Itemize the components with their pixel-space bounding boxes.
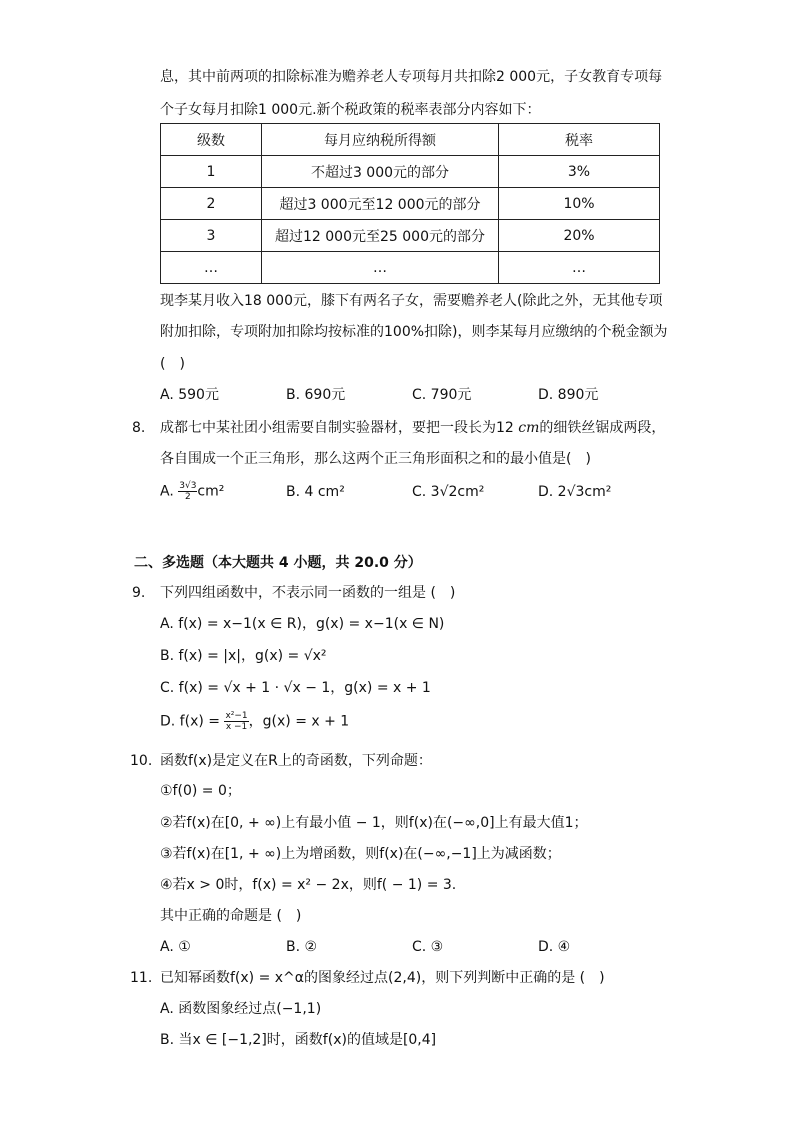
q9-option-a[interactable]: A. f(x) = x−1(x ∈ R)，g(x) = x−1(x ∈ N) [160,616,445,632]
q9-option-d[interactable] [160,711,349,732]
header-income: 每月应纳税所得额 [262,124,499,156]
q10-number: 10. [130,753,153,769]
table-cell: … [262,252,499,284]
q8-option-a-unit: cm² [197,483,225,500]
q10-question: 其中正确的命题是 ( ) [160,908,302,924]
table-cell: 超过3 000元至12 000元的部分 [262,188,499,220]
table-cell: 20% [499,220,660,252]
table-cell: … [161,252,262,284]
table-cell: 2 [161,188,262,220]
q8-option-a-numerator: 3√3 [179,481,197,491]
q8-option-b[interactable]: B. 4 cm² [286,484,345,500]
q9-option-d-rest: ，g(x) = x + 1 [248,713,350,730]
q8-text-2: 各自围成一个正三角形，那么这两个正三角形面积之和的最小值是( ) [160,451,591,467]
q10-option-a[interactable]: A. ① [160,939,191,955]
q11-option-b[interactable]: B. 当x ∈ [−1,2]时，函数f(x)的值域是[0,4] [160,1032,437,1048]
table-cell: … [499,252,660,284]
q7-text-1: 现李某月收入18 000元，膝下有两名子女，需要赡养老人(除此之外，无其他专项 [160,293,663,309]
table-row [161,220,660,252]
q10-option-b[interactable]: B. ② [286,939,318,955]
q11-text: 已知幂函数f(x) = x^α的图象经过点(2,4)，则下列判断中正确的是 ( ) [160,970,605,986]
table-cell: 10% [499,188,660,220]
q10-statement-1: ①f(0) = 0； [160,783,241,799]
q8-option-a-denominator: 2 [184,492,191,502]
q7-option-a[interactable]: A. 590元 [160,387,219,403]
q9-number: 9. [132,585,146,601]
q9-option-c[interactable]: C. f(x) = √x + 1 · √x − 1，g(x) = x + 1 [160,680,431,696]
q10-text: 函数f(x)是定义在R上的奇函数，下列命题： [160,753,432,769]
q10-statement-3: ③若f(x)在[1, + ∞)上为增函数，则f(x)在(−∞,−1]上为减函数； [160,846,561,862]
header-level: 级数 [161,124,262,156]
q9-option-d-fraction [224,711,248,732]
q10-statement-4: ④若x > 0时，f(x) = x² − 2x，则f( − 1) = 3. [160,877,457,893]
q8-option-c[interactable]: C. 3√2cm² [412,484,485,500]
q8-option-a[interactable] [160,481,224,502]
q10-option-d[interactable]: D. ④ [538,939,571,955]
q8-number: 8. [132,420,146,436]
table-cell: 超过12 000元至25 000元的部分 [262,220,499,252]
table-cell: 3 [161,220,262,252]
q9-option-b[interactable]: B. f(x) = |x|，g(x) = √x² [160,648,327,664]
table-row [161,252,660,284]
q11-number: 11. [130,970,153,986]
q8-text-1 [160,419,665,437]
q8-text-1b: 的细铁丝锯成两段， [539,420,666,436]
section-heading-multiple-choice: 二、多选题（本大题共 4 小题，共 20.0 分） [134,555,422,571]
q9-text: 下列四组函数中，不表示同一函数的一组是 ( ) [160,585,456,601]
q7-option-c[interactable]: C. 790元 [412,387,472,403]
q8-option-d[interactable]: D. 2√3cm² [538,484,612,500]
q10-statement-2: ②若f(x)在[0, + ∞)上有最小值 − 1，则f(x)在(−∞,0]上有最大值1； [160,815,588,831]
table-header-row [161,124,660,156]
intro-line-2: 个子女每月扣除1 000元.新个税政策的税率表部分内容如下： [160,102,541,118]
q8-option-a-fraction [178,481,197,502]
q11-option-a[interactable]: A. 函数图象经过点(−1,1) [160,1001,322,1017]
q7-text-2: 附加扣除，专项附加扣除均按标准的100%扣除)，则李某每月应缴纳的个税金额为 [160,324,668,340]
q9-option-d-denominator: x −1 [225,722,248,732]
q7-option-d[interactable]: D. 890元 [538,387,599,403]
q7-text-3: ( ) [160,356,185,372]
q9-option-d-label: D. f(x) = [160,713,220,730]
q9-option-d-numerator: x²−1 [225,711,248,721]
q8-unit: cm [518,420,540,436]
tax-rate-table [160,123,660,284]
q10-option-c[interactable]: C. ③ [412,939,444,955]
q7-option-b[interactable]: B. 690元 [286,387,346,403]
table-cell: 3% [499,156,660,188]
header-rate: 税率 [499,124,660,156]
table-cell: 不超过3 000元的部分 [262,156,499,188]
table-cell: 1 [161,156,262,188]
q8-option-a-label: A. [160,483,174,500]
q8-text-1a: 成都七中某社团小组需要自制实验器材，要把一段长为12 [160,420,519,436]
table-row [161,188,660,220]
intro-line-1: 息，其中前两项的扣除标准为赡养老人专项每月共扣除2 000元，子女教育专项每 [160,69,663,85]
table-row [161,156,660,188]
